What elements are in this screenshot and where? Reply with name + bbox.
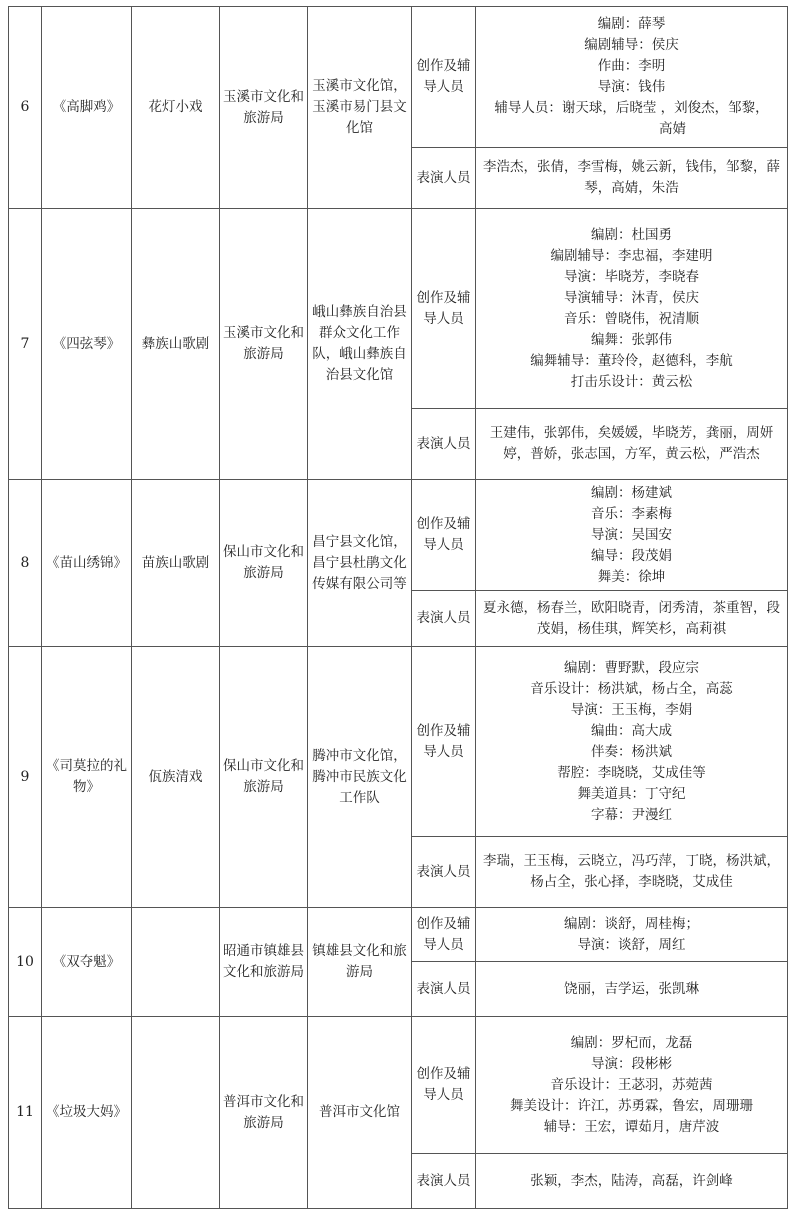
creative-role-label: 创作及辅导人员 <box>412 480 476 591</box>
creative-credits <box>476 7 788 148</box>
creative-credits <box>476 647 788 837</box>
program-genre <box>132 908 220 1017</box>
table-row <box>9 647 788 837</box>
table-body <box>9 7 788 1209</box>
credit-line: 编导：段茂娟 <box>591 547 672 564</box>
table-row <box>9 908 788 962</box>
table-row <box>9 1017 788 1154</box>
reporting-org: 玉溪市文化和旅游局 <box>220 7 308 209</box>
program-genre: 苗族山歌剧 <box>132 480 220 647</box>
creative-role-label: 创作及辅导人员 <box>412 1017 476 1154</box>
credit-line: 音乐：曾晓伟，祝清顺 <box>564 310 699 327</box>
table-row <box>9 209 788 409</box>
program-title: 《苗山绣锦》 <box>42 480 132 647</box>
performer-role-label: 表演人员 <box>412 1154 476 1209</box>
program-title: 《垃圾大妈》 <box>42 1017 132 1209</box>
credit-line: 高婧 <box>659 121 686 137</box>
row-number: 11 <box>9 1017 42 1209</box>
credit-line: 编剧辅导：侯庆 <box>584 37 679 53</box>
performer-list: 李浩杰，张倩，李雪梅，姚云新，钱伟，邹黎，薛琴，高婧，朱浩 <box>476 148 788 209</box>
reporting-org: 保山市文化和旅游局 <box>220 647 308 908</box>
creative-role-label: 创作及辅导人员 <box>412 209 476 409</box>
producing-unit: 昌宁县文化馆，昌宁县杜鹃文化传媒有限公司等 <box>308 480 412 647</box>
credit-line: 音乐设计：杨洪斌，杨占全，高蕊 <box>530 680 733 697</box>
credit-line: 编剧：杨建斌 <box>591 484 672 501</box>
credit-line: 编剧辅导：李忠福，李建明 <box>550 247 713 264</box>
credit-line: 导演：谈舒，周红 <box>577 936 686 953</box>
credit-line: 音乐设计：王苾羽，苏菀茜 <box>550 1076 713 1093</box>
credit-line: 编剧：罗杞而，龙磊 <box>570 1034 693 1051</box>
program-genre <box>132 1017 220 1209</box>
credit-line: 打击乐设计：黄云松 <box>570 373 693 390</box>
credit-line: 辅导：王宏，谭茹月，唐芹波 <box>543 1118 720 1135</box>
credit-line: 导演：王玉梅，李娟 <box>570 701 693 718</box>
credit-line: 音乐：李素梅 <box>591 505 672 522</box>
creative-credits <box>476 209 788 409</box>
producing-unit: 普洱市文化馆 <box>308 1017 412 1209</box>
creative-role-label: 创作及辅导人员 <box>412 647 476 837</box>
row-number: 7 <box>9 209 42 480</box>
creative-credits <box>476 480 788 591</box>
creative-role-label: 创作及辅导人员 <box>412 7 476 148</box>
credit-line: 舞美设计：许江，苏勇霖，鲁宏，周珊珊 <box>510 1097 753 1114</box>
performer-role-label: 表演人员 <box>412 409 476 480</box>
credit-line: 舞美道具：丁守纪 <box>577 785 686 802</box>
performer-list: 张颖，李杰，陆涛，高磊，许剑峰 <box>476 1154 788 1209</box>
credit-line: 编剧：杜国勇 <box>591 226 672 243</box>
reporting-org: 玉溪市文化和旅游局 <box>220 209 308 480</box>
producing-unit: 腾冲市文化馆，腾冲市民族文化工作队 <box>308 647 412 908</box>
credit-line: 编舞辅导：董玲伶，赵德科，李航 <box>530 352 733 369</box>
credit-line: 舞美：徐坤 <box>597 568 666 585</box>
performer-role-label: 表演人员 <box>412 962 476 1017</box>
creative-role-label: 创作及辅导人员 <box>412 908 476 962</box>
row-number: 6 <box>9 7 42 209</box>
credit-line: 导演辅导：沐青，侯庆 <box>564 289 699 306</box>
credit-line: 编剧：曹野默，段应宗 <box>564 659 699 676</box>
credit-line: 导演：段彬彬 <box>591 1055 672 1072</box>
credit-line: 编舞：张郭伟 <box>591 331 672 348</box>
reporting-org: 保山市文化和旅游局 <box>220 480 308 647</box>
program-genre: 花灯小戏 <box>132 7 220 209</box>
program-table <box>8 6 788 1209</box>
credit-line: 字幕：尹漫红 <box>591 806 672 823</box>
performer-role-label: 表演人员 <box>412 591 476 647</box>
performer-role-label: 表演人员 <box>412 148 476 209</box>
credit-line: 作曲：李明 <box>597 58 666 74</box>
credit-line: 伴奏：杨洪斌 <box>591 743 672 760</box>
credit-line: 帮腔：李晓晓，艾成佳等 <box>557 764 706 781</box>
performer-role-label: 表演人员 <box>412 837 476 908</box>
credit-line: 导演：钱伟 <box>597 79 666 95</box>
creative-credits <box>476 1017 788 1154</box>
reporting-org: 昭通市镇雄县文化和旅游局 <box>220 908 308 1017</box>
performer-list: 夏永德，杨春兰，欧阳晓青，闭秀清，茶重智，段茂娟，杨佳琪，辉笑杉，高莉祺 <box>476 591 788 647</box>
credit-line: 导演：毕晓芳，李晓春 <box>564 268 699 285</box>
producing-unit: 镇雄县文化和旅游局 <box>308 908 412 1017</box>
performer-list: 李瑞，王玉梅，云晓立，冯巧萍，丁晓，杨洪斌，杨占全，张心择，李晓晓，艾成佳 <box>476 837 788 908</box>
program-title: 《司莫拉的礼物》 <box>42 647 132 908</box>
program-title: 《四弦琴》 <box>42 209 132 480</box>
reporting-org: 普洱市文化和旅游局 <box>220 1017 308 1209</box>
performer-list: 王建伟，张郭伟，矣媛媛，毕晓芳，龚丽，周妍婷，普娇，张志国，方军，黄云松，严浩杰 <box>476 409 788 480</box>
program-genre: 佤族清戏 <box>132 647 220 908</box>
credit-line: 辅导人员：谢天球，后晓莹 ，刘俊杰，邹黎， <box>494 100 769 116</box>
credit-line: 编剧：薛琴 <box>597 16 666 32</box>
credit-line: 编剧：谈舒，周桂梅； <box>564 915 699 932</box>
row-number: 8 <box>9 480 42 647</box>
credit-line: 导演：吴国安 <box>591 526 672 543</box>
row-number: 9 <box>9 647 42 908</box>
program-genre: 彝族山歌剧 <box>132 209 220 480</box>
program-title: 《高脚鸡》 <box>42 7 132 209</box>
program-title: 《双夺魁》 <box>42 908 132 1017</box>
creative-credits <box>476 908 788 962</box>
producing-unit: 峨山彝族自治县群众文化工作队，峨山彝族自治县文化馆 <box>308 209 412 480</box>
credit-line: 编曲：高大成 <box>591 722 672 739</box>
performer-list: 饶丽，吉学运，张凯琳 <box>476 962 788 1017</box>
table-row <box>9 480 788 591</box>
table-row <box>9 7 788 148</box>
row-number: 10 <box>9 908 42 1017</box>
producing-unit: 玉溪市文化馆，玉溪市易门县文化馆 <box>308 7 412 209</box>
